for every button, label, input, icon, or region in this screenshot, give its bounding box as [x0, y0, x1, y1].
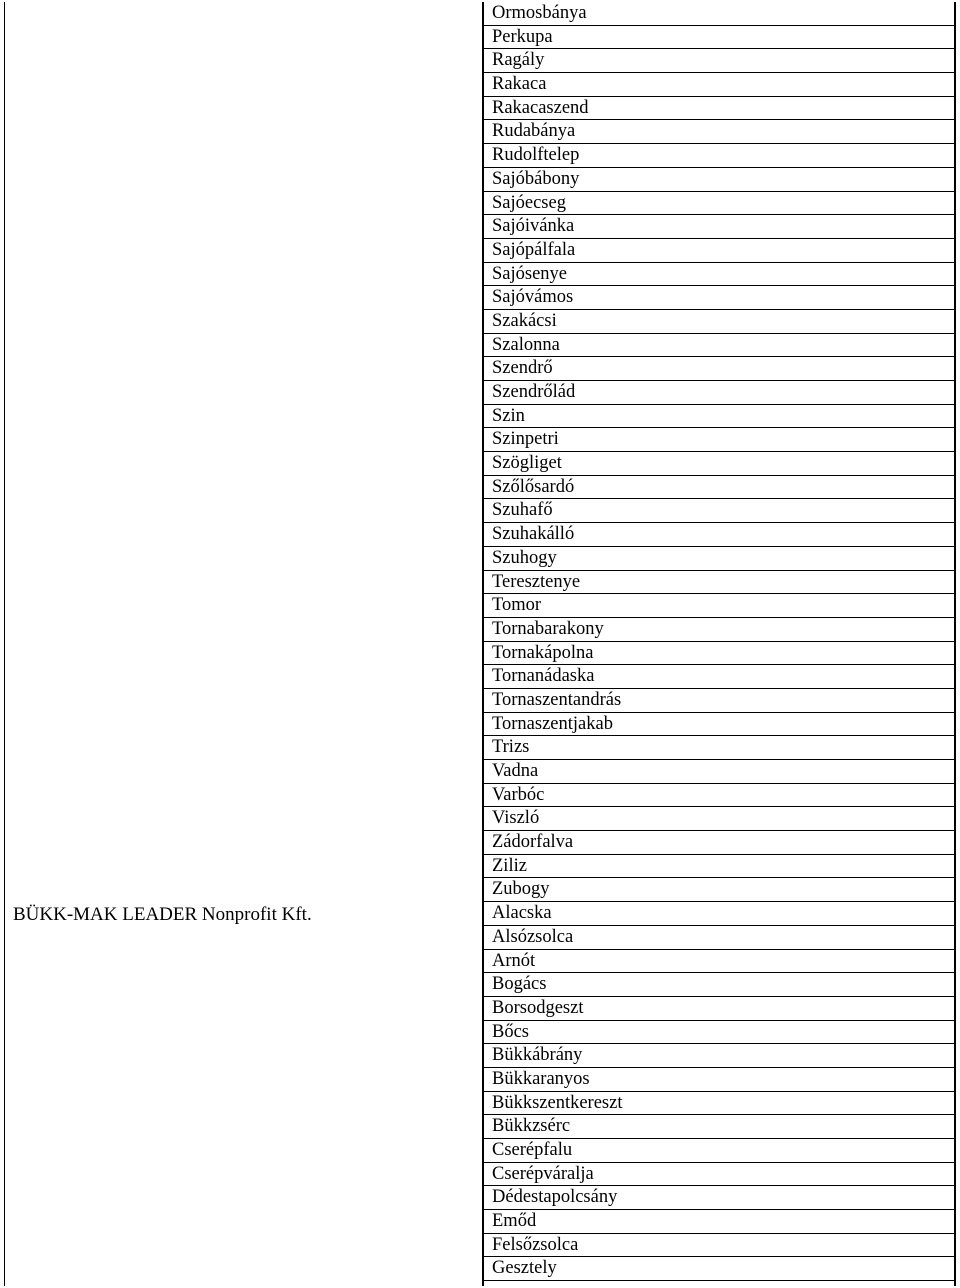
- settlement-row: Tornakápolna: [484, 642, 954, 666]
- settlement-row: Szögliget: [484, 452, 954, 476]
- settlement-row: Bőcs: [484, 1021, 954, 1045]
- settlement-row: Rudabánya: [484, 120, 954, 144]
- settlement-row: Tornaszentandrás: [484, 689, 954, 713]
- settlement-row: Viszló: [484, 807, 954, 831]
- settlement-row: Ziliz: [484, 855, 954, 879]
- settlement-row: Szin: [484, 405, 954, 429]
- settlement-row: Rakacaszend: [484, 97, 954, 121]
- settlement-row: Szőlősardó: [484, 476, 954, 500]
- settlement-row: Szendrő: [484, 357, 954, 381]
- settlement-row: Borsodgeszt: [484, 997, 954, 1021]
- settlement-row: Bükkszentkereszt: [484, 1092, 954, 1116]
- settlement-row: Ragály: [484, 49, 954, 73]
- settlement-row: Sajóbábony: [484, 168, 954, 192]
- settlement-list: [482, 2, 956, 1286]
- settlement-row: Ormosbánya: [484, 2, 954, 26]
- settlement-row: Tornaszentjakab: [484, 713, 954, 737]
- settlement-row: Vadna: [484, 760, 954, 784]
- settlement-row: Bogács: [484, 973, 954, 997]
- settlement-row: Gesztely: [484, 1257, 954, 1281]
- settlement-row: Bükkzsérc: [484, 1115, 954, 1139]
- settlement-row: Trizs: [484, 736, 954, 760]
- settlement-row: Sajópálfala: [484, 239, 954, 263]
- settlement-row: Zubogy: [484, 878, 954, 902]
- settlement-row: Zádorfalva: [484, 831, 954, 855]
- settlement-row: Bükkábrány: [484, 1044, 954, 1068]
- settlement-row: Cserépfalu: [484, 1139, 954, 1163]
- settlement-row: Sajóecseg: [484, 192, 954, 216]
- settlement-row: Perkupa: [484, 26, 954, 50]
- settlement-row: Dédestapolcsány: [484, 1186, 954, 1210]
- settlement-table: [4, 2, 956, 1286]
- settlement-row: Emőd: [484, 1210, 954, 1234]
- settlement-row: Sajóivánka: [484, 215, 954, 239]
- settlement-row: Arnót: [484, 950, 954, 974]
- settlement-row: Cserépváralja: [484, 1163, 954, 1187]
- settlement-row: Sajóvámos: [484, 286, 954, 310]
- settlement-row: Rudolftelep: [484, 144, 954, 168]
- settlement-row: Szuhakálló: [484, 523, 954, 547]
- settlement-row: Tornabarakony: [484, 618, 954, 642]
- settlement-row: Szinpetri: [484, 428, 954, 452]
- settlement-row: Szuhafő: [484, 499, 954, 523]
- settlement-row: Szalonna: [484, 334, 954, 358]
- settlement-row: Sajósenye: [484, 263, 954, 287]
- settlement-row: Felsőzsolca: [484, 1234, 954, 1258]
- settlement-row: Bükkaranyos: [484, 1068, 954, 1092]
- organization-name: BÜKK-MAK LEADER Nonprofit Kft.: [13, 904, 312, 925]
- settlement-row: Tornanádaska: [484, 665, 954, 689]
- settlement-row: Varbóc: [484, 784, 954, 808]
- settlement-row: Szuhogy: [484, 547, 954, 571]
- settlement-row: Teresztenye: [484, 571, 954, 595]
- settlement-row: Rakaca: [484, 73, 954, 97]
- settlement-row: Szakácsi: [484, 310, 954, 334]
- organization-cell: [4, 2, 482, 1286]
- settlement-row: Alsózsolca: [484, 926, 954, 950]
- settlement-row: Szendrőlád: [484, 381, 954, 405]
- settlement-row: Tomor: [484, 594, 954, 618]
- settlement-row: Alacska: [484, 902, 954, 926]
